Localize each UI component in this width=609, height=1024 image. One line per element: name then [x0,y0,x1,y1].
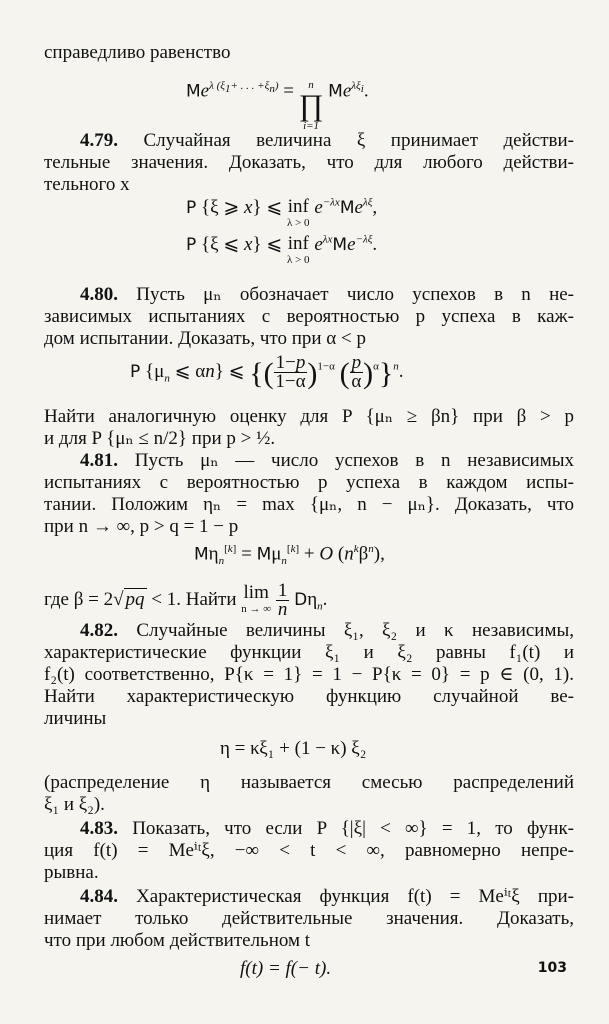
p481-line3: тании. Положим ηₙ = max {μₙ, n − μₙ}. Доказать, что [44,494,574,515]
p484-line1: 4.84. Характеристическая функция f(t) = Meⁱᵗξ при- [80,886,574,907]
p480-line3: дом испытании. Доказать, что при α < p [44,328,366,349]
page-number: 103 [537,960,567,976]
p481-line5: где β = 2√ pq < 1. Найти lim n → ∞ $\frac{1}{n}$ $D\eta_n$. [44,580,328,620]
p482-line1: 4.82. Случайные величины ξ₁, ξ₂ и κ независимы, [80,620,574,641]
p480-line1: 4.80. Пусть μₙ обозначает число успехов в n не- [80,284,575,305]
intro-text: справедливо равенство [44,42,231,63]
p482-line6: (распределение η называется смесью распределений [44,772,574,793]
p480-line4: Найти аналогичную оценку для P {μₙ ≥ βn} при β > p [44,406,574,427]
p479-formula2: P {ξ ⩽ x} ⩽ inf λ > 0 $e^{\lambda x}Me^{-\lambda\xi}$. [186,233,378,266]
p480-formula1: P {$\mu_n$ ⩽ αn} ⩽ {( $\frac{1-p}{1-\alpha}$ )$^{1-\alpha}$ ( $\frac{p}{\alpha}$ )$^\alpha$}$^n$. [130,352,404,392]
p481-formula1: $M\eta_n[k] = M\mu_n[k] + O$ $(n^k\beta^n)$, [194,543,385,568]
p484-line3: что при любом действительном t [44,930,311,951]
p479-line2: тельные значения. Доказать, что для любого действи- [44,152,574,173]
p480-line2: зависимых испытаниях с вероятностью p успеха в каж- [44,306,574,327]
p479-line1: 4.79. Случайная величина ξ принимает действи- [80,130,574,151]
formula-intro: $Me^{\lambda (\xi_1+ . . . +\xi_n)}$ = n ∏ i=1 $Me^{\lambda\xi_i}$. [186,79,369,132]
p481-line4: при n → ∞, p > q = 1 − p [44,516,239,537]
p483-line2: ция f(t) = Meⁱᵗξ, −∞ < t < ∞, равномерно непре- [44,840,574,861]
p484-line2: нимает только действительные значения. Доказать, [44,908,574,929]
p483-line1: 4.83. Показать, что если P {|ξ| < ∞} = 1, то функ- [80,818,575,839]
p480-line5: и для P {μₙ ≤ n/2} при p > ½. [44,428,276,449]
p479-line3: тельного x [44,174,130,195]
p482-line5: личины [44,708,107,729]
p481-line2: испытаниях с вероятностью p успеха в каждом испы- [44,472,574,493]
p483-line3: рывна. [44,862,99,883]
p482-line2: характеристические функции ξ₁ и ξ₂ равны f₁(t) и [44,642,574,663]
p482-line4: Найти характеристическую функцию случайной ве- [44,686,574,707]
p482-line7: ξ₁ и ξ₂). [44,794,105,815]
p479-formula1: P {ξ ⩾ x} ⩽ inf λ > 0 $e^{-\lambda x}Me^{\lambda\xi}$, [186,196,378,229]
p481-line1: 4.81. Пусть μₙ — число успехов в n независимых [80,450,574,471]
p482-line3: f₂(t) соответственно, P{κ = 1} = 1 − P{κ = 0} = p ∈ (0, 1). [44,664,574,685]
p484-formula1: f(t) = f(− t). [240,958,332,979]
p482-formula1: η = κξ₁ + (1 − κ) ξ₂ [220,738,367,759]
